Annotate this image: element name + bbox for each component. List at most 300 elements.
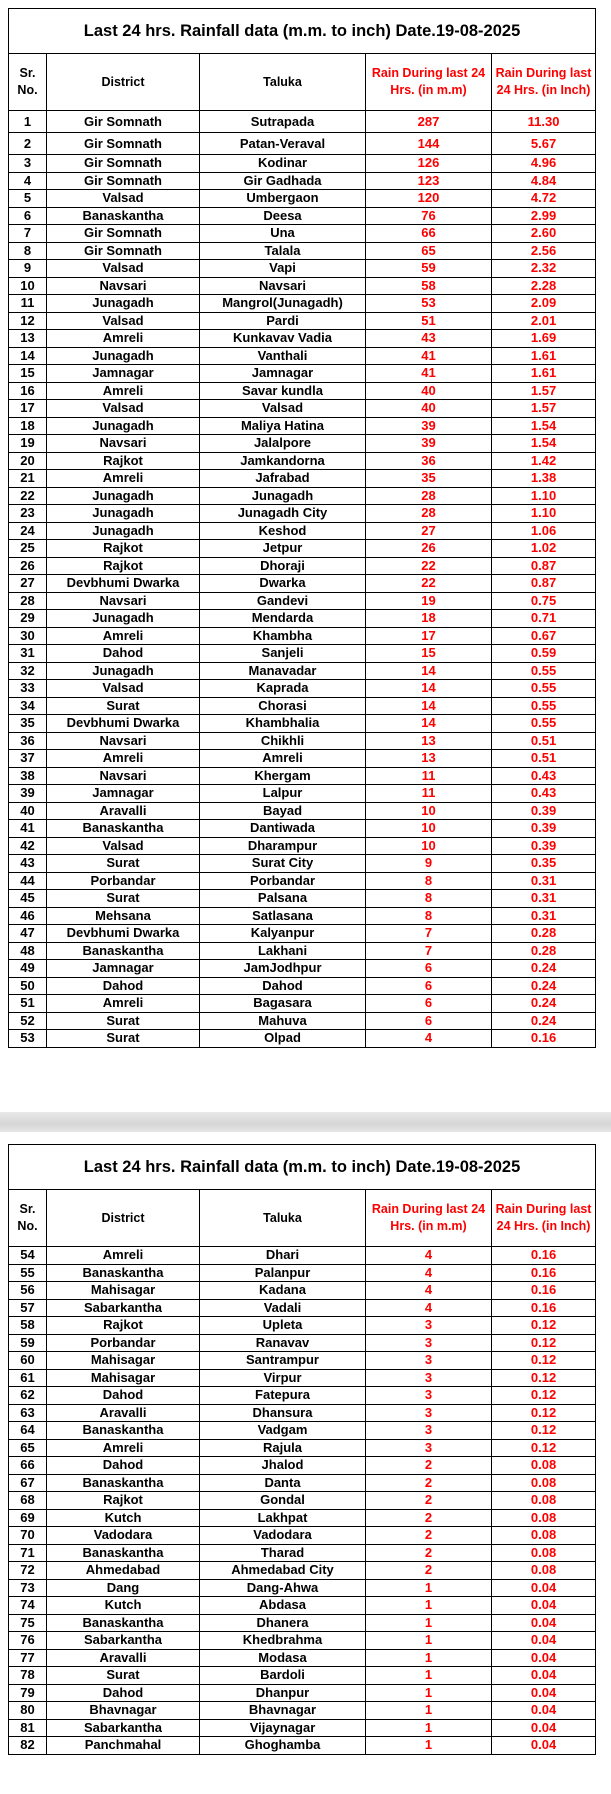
cell-taluka: Dhansura	[200, 1404, 366, 1422]
cell-district: Rajkot	[47, 557, 200, 575]
cell-taluka: Bagasara	[200, 995, 366, 1013]
cell-sr-no: 47	[9, 925, 47, 943]
cell-rain-inch: 1.42	[492, 452, 596, 470]
cell-sr-no: 55	[9, 1264, 47, 1282]
table-row	[9, 1457, 596, 1475]
cell-taluka: Chikhli	[200, 732, 366, 750]
cell-district: Ahmedabad	[47, 1562, 200, 1580]
cell-district: Valsad	[47, 190, 200, 208]
cell-rain-inch: 0.28	[492, 925, 596, 943]
cell-taluka: Rajula	[200, 1439, 366, 1457]
cell-taluka: Umbergaon	[200, 190, 366, 208]
cell-taluka: Jhalod	[200, 1457, 366, 1475]
cell-district: Jamnagar	[47, 960, 200, 978]
table-row	[9, 295, 596, 313]
cell-district: Rajkot	[47, 540, 200, 558]
cell-rain-mm: 123	[366, 172, 492, 190]
table-row	[9, 133, 596, 155]
table-row	[9, 435, 596, 453]
cell-taluka: Abdasa	[200, 1597, 366, 1615]
cell-district: Navsari	[47, 277, 200, 295]
cell-taluka: Vanthali	[200, 347, 366, 365]
table-row	[9, 1562, 596, 1580]
table-row	[9, 207, 596, 225]
cell-rain-mm: 4	[366, 1264, 492, 1282]
cell-taluka: Dhanera	[200, 1614, 366, 1632]
cell-rain-inch: 0.08	[492, 1509, 596, 1527]
cell-rain-mm: 9	[366, 855, 492, 873]
cell-sr-no: 67	[9, 1474, 47, 1492]
cell-sr-no: 53	[9, 1030, 47, 1048]
cell-taluka: Dhoraji	[200, 557, 366, 575]
cell-district: Junagadh	[47, 347, 200, 365]
table-row	[9, 645, 596, 663]
cell-district: Amreli	[47, 995, 200, 1013]
cell-rain-inch: 0.04	[492, 1719, 596, 1737]
cell-rain-mm: 1	[366, 1702, 492, 1720]
cell-sr-no: 40	[9, 802, 47, 820]
cell-rain-mm: 6	[366, 1012, 492, 1030]
cell-rain-inch: 0.12	[492, 1352, 596, 1370]
table-row	[9, 820, 596, 838]
cell-district: Rajkot	[47, 1492, 200, 1510]
table-row	[9, 925, 596, 943]
cell-district: Amreli	[47, 1439, 200, 1457]
cell-rain-mm: 65	[366, 242, 492, 260]
cell-sr-no: 26	[9, 557, 47, 575]
cell-district: Navsari	[47, 767, 200, 785]
cell-rain-mm: 2	[366, 1474, 492, 1492]
table-row	[9, 505, 596, 523]
cell-rain-mm: 7	[366, 942, 492, 960]
cell-rain-mm: 1	[366, 1684, 492, 1702]
cell-rain-mm: 4	[366, 1030, 492, 1048]
cell-sr-no: 46	[9, 907, 47, 925]
cell-district: Dahod	[47, 1457, 200, 1475]
cell-rain-mm: 1	[366, 1632, 492, 1650]
cell-district: Banaskantha	[47, 1544, 200, 1562]
cell-taluka: Olpad	[200, 1030, 366, 1048]
cell-rain-mm: 2	[366, 1509, 492, 1527]
cell-sr-no: 29	[9, 610, 47, 628]
cell-sr-no: 77	[9, 1649, 47, 1667]
cell-sr-no: 11	[9, 295, 47, 313]
cell-rain-inch: 0.04	[492, 1649, 596, 1667]
cell-sr-no: 63	[9, 1404, 47, 1422]
cell-sr-no: 82	[9, 1737, 47, 1755]
cell-rain-inch: 0.08	[492, 1492, 596, 1510]
cell-rain-mm: 1	[366, 1579, 492, 1597]
cell-rain-mm: 58	[366, 277, 492, 295]
cell-taluka: Junagadh	[200, 487, 366, 505]
cell-taluka: Talala	[200, 242, 366, 260]
cell-taluka: Vadgam	[200, 1422, 366, 1440]
cell-sr-no: 2	[9, 133, 47, 155]
cell-district: Banaskantha	[47, 820, 200, 838]
cell-rain-mm: 40	[366, 382, 492, 400]
cell-rain-mm: 66	[366, 225, 492, 243]
cell-sr-no: 15	[9, 365, 47, 383]
cell-sr-no: 80	[9, 1702, 47, 1720]
cell-district: Junagadh	[47, 610, 200, 628]
cell-sr-no: 30	[9, 627, 47, 645]
cell-rain-mm: 10	[366, 837, 492, 855]
cell-rain-inch: 1.57	[492, 382, 596, 400]
cell-district: Surat	[47, 697, 200, 715]
cell-taluka: Sutrapada	[200, 111, 366, 133]
cell-district: Amreli	[47, 382, 200, 400]
cell-sr-no: 54	[9, 1247, 47, 1265]
cell-sr-no: 39	[9, 785, 47, 803]
table-row	[9, 1422, 596, 1440]
table-row	[9, 1352, 596, 1370]
cell-sr-no: 49	[9, 960, 47, 978]
cell-rain-inch: 0.55	[492, 662, 596, 680]
table-row	[9, 111, 596, 133]
cell-rain-mm: 126	[366, 155, 492, 173]
cell-taluka: Khedbrahma	[200, 1632, 366, 1650]
cell-rain-mm: 28	[366, 487, 492, 505]
cell-district: Junagadh	[47, 417, 200, 435]
cell-rain-mm: 8	[366, 907, 492, 925]
cell-taluka: Keshod	[200, 522, 366, 540]
cell-rain-inch: 1.10	[492, 505, 596, 523]
cell-taluka: Una	[200, 225, 366, 243]
cell-sr-no: 75	[9, 1614, 47, 1632]
cell-rain-mm: 10	[366, 820, 492, 838]
table-row	[9, 312, 596, 330]
cell-rain-mm: 1	[366, 1614, 492, 1632]
cell-taluka: Chorasi	[200, 697, 366, 715]
cell-district: Sabarkantha	[47, 1632, 200, 1650]
cell-rain-inch: 0.04	[492, 1632, 596, 1650]
cell-rain-mm: 4	[366, 1299, 492, 1317]
cell-sr-no: 17	[9, 400, 47, 418]
header-rain-mm: Rain During last 24 Hrs. (in m.m)	[366, 1190, 492, 1247]
table-row	[9, 1579, 596, 1597]
cell-sr-no: 31	[9, 645, 47, 663]
cell-sr-no: 13	[9, 330, 47, 348]
cell-sr-no: 68	[9, 1492, 47, 1510]
cell-district: Rajkot	[47, 452, 200, 470]
cell-taluka: Patan-Veraval	[200, 133, 366, 155]
cell-rain-inch: 0.08	[492, 1457, 596, 1475]
table-row	[9, 190, 596, 208]
cell-district: Amreli	[47, 330, 200, 348]
cell-rain-mm: 2	[366, 1457, 492, 1475]
cell-district: Dang	[47, 1579, 200, 1597]
table-row	[9, 942, 596, 960]
cell-district: Navsari	[47, 732, 200, 750]
table-row	[9, 960, 596, 978]
cell-district: Amreli	[47, 470, 200, 488]
cell-district: Banaskantha	[47, 942, 200, 960]
cell-taluka: Modasa	[200, 1649, 366, 1667]
cell-taluka: Kunkavav Vadia	[200, 330, 366, 348]
cell-district: Kutch	[47, 1597, 200, 1615]
cell-sr-no: 43	[9, 855, 47, 873]
cell-taluka: Bardoli	[200, 1667, 366, 1685]
cell-rain-mm: 39	[366, 417, 492, 435]
cell-rain-inch: 0.04	[492, 1702, 596, 1720]
cell-rain-mm: 14	[366, 715, 492, 733]
cell-taluka: Savar kundla	[200, 382, 366, 400]
cell-district: Devbhumi Dwarka	[47, 575, 200, 593]
cell-rain-mm: 59	[366, 260, 492, 278]
cell-district: Mahisagar	[47, 1352, 200, 1370]
table-row	[9, 1719, 596, 1737]
cell-taluka: Tharad	[200, 1544, 366, 1562]
cell-taluka: Virpur	[200, 1369, 366, 1387]
table-row	[9, 1404, 596, 1422]
cell-district: Devbhumi Dwarka	[47, 925, 200, 943]
cell-rain-mm: 13	[366, 732, 492, 750]
cell-sr-no: 14	[9, 347, 47, 365]
cell-rain-inch: 1.02	[492, 540, 596, 558]
cell-sr-no: 58	[9, 1317, 47, 1335]
cell-rain-inch: 4.96	[492, 155, 596, 173]
table-row	[9, 1334, 596, 1352]
cell-rain-inch: 1.57	[492, 400, 596, 418]
cell-taluka: Sanjeli	[200, 645, 366, 663]
cell-taluka: Maliya Hatina	[200, 417, 366, 435]
cell-taluka: Ahmedabad City	[200, 1562, 366, 1580]
cell-taluka: Vapi	[200, 260, 366, 278]
cell-rain-inch: 0.08	[492, 1527, 596, 1545]
cell-sr-no: 66	[9, 1457, 47, 1475]
cell-rain-mm: 51	[366, 312, 492, 330]
cell-rain-mm: 1	[366, 1719, 492, 1737]
cell-district: Surat	[47, 1667, 200, 1685]
cell-rain-mm: 14	[366, 697, 492, 715]
table-row	[9, 1030, 596, 1048]
cell-district: Junagadh	[47, 662, 200, 680]
table-row	[9, 400, 596, 418]
table-row	[9, 365, 596, 383]
cell-district: Junagadh	[47, 487, 200, 505]
header-rain-inch: Rain During last 24 Hrs. (in Inch)	[492, 54, 596, 111]
cell-taluka: Kadana	[200, 1282, 366, 1300]
table-row	[9, 592, 596, 610]
table-row	[9, 662, 596, 680]
cell-sr-no: 44	[9, 872, 47, 890]
cell-rain-mm: 15	[366, 645, 492, 663]
cell-district: Valsad	[47, 400, 200, 418]
table-row	[9, 627, 596, 645]
table-row	[9, 1299, 596, 1317]
cell-rain-inch: 0.55	[492, 697, 596, 715]
table-row	[9, 1509, 596, 1527]
cell-taluka: Jafrabad	[200, 470, 366, 488]
header-district: District	[47, 54, 200, 111]
cell-sr-no: 76	[9, 1632, 47, 1650]
cell-taluka: Fatepura	[200, 1387, 366, 1405]
cell-rain-mm: 4	[366, 1282, 492, 1300]
cell-district: Sabarkantha	[47, 1299, 200, 1317]
cell-taluka: Navsari	[200, 277, 366, 295]
table-row	[9, 1264, 596, 1282]
table-row	[9, 715, 596, 733]
cell-rain-mm: 3	[366, 1369, 492, 1387]
cell-sr-no: 27	[9, 575, 47, 593]
table-row	[9, 750, 596, 768]
cell-district: Surat	[47, 855, 200, 873]
table-row	[9, 732, 596, 750]
header-taluka: Taluka	[200, 54, 366, 111]
cell-district: Gir Somnath	[47, 172, 200, 190]
rainfall-table-1	[8, 8, 596, 1048]
cell-sr-no: 23	[9, 505, 47, 523]
cell-rain-inch: 1.06	[492, 522, 596, 540]
cell-rain-inch: 0.35	[492, 855, 596, 873]
cell-taluka: Jalalpore	[200, 435, 366, 453]
cell-district: Junagadh	[47, 522, 200, 540]
cell-district: Jamnagar	[47, 365, 200, 383]
cell-sr-no: 20	[9, 452, 47, 470]
cell-rain-inch: 0.31	[492, 907, 596, 925]
cell-rain-mm: 2	[366, 1544, 492, 1562]
cell-rain-mm: 14	[366, 680, 492, 698]
cell-rain-inch: 0.59	[492, 645, 596, 663]
cell-sr-no: 36	[9, 732, 47, 750]
cell-sr-no: 61	[9, 1369, 47, 1387]
cell-rain-inch: 0.67	[492, 627, 596, 645]
table-row	[9, 1614, 596, 1632]
table-row	[9, 487, 596, 505]
cell-taluka: Dang-Ahwa	[200, 1579, 366, 1597]
table-row	[9, 785, 596, 803]
cell-rain-mm: 17	[366, 627, 492, 645]
cell-rain-inch: 0.04	[492, 1684, 596, 1702]
cell-rain-inch: 0.12	[492, 1387, 596, 1405]
table-row	[9, 540, 596, 558]
table-row	[9, 225, 596, 243]
cell-rain-mm: 3	[366, 1404, 492, 1422]
table-row	[9, 767, 596, 785]
cell-rain-inch: 0.16	[492, 1247, 596, 1265]
cell-taluka: Kalyanpur	[200, 925, 366, 943]
table-row	[9, 1632, 596, 1650]
cell-taluka: Kodinar	[200, 155, 366, 173]
cell-rain-mm: 22	[366, 557, 492, 575]
cell-district: Mahisagar	[47, 1282, 200, 1300]
table-row	[9, 1544, 596, 1562]
table-row	[9, 837, 596, 855]
cell-district: Gir Somnath	[47, 242, 200, 260]
cell-rain-inch: 0.24	[492, 1012, 596, 1030]
cell-district: Sabarkantha	[47, 1719, 200, 1737]
cell-district: Amreli	[47, 627, 200, 645]
cell-taluka: Kaprada	[200, 680, 366, 698]
cell-sr-no: 73	[9, 1579, 47, 1597]
header-district: District	[47, 1190, 200, 1247]
cell-sr-no: 16	[9, 382, 47, 400]
cell-rain-mm: 6	[366, 960, 492, 978]
cell-rain-inch: 4.72	[492, 190, 596, 208]
cell-district: Kutch	[47, 1509, 200, 1527]
cell-rain-mm: 7	[366, 925, 492, 943]
cell-rain-mm: 6	[366, 995, 492, 1013]
cell-sr-no: 69	[9, 1509, 47, 1527]
cell-taluka: Gandevi	[200, 592, 366, 610]
table-row	[9, 1369, 596, 1387]
cell-sr-no: 72	[9, 1562, 47, 1580]
cell-rain-inch: 0.31	[492, 872, 596, 890]
table-row	[9, 977, 596, 995]
cell-rain-inch: 0.16	[492, 1264, 596, 1282]
cell-taluka: Ghoghamba	[200, 1737, 366, 1755]
cell-sr-no: 4	[9, 172, 47, 190]
table-row	[9, 277, 596, 295]
cell-sr-no: 42	[9, 837, 47, 855]
cell-rain-mm: 41	[366, 365, 492, 383]
cell-rain-inch: 0.16	[492, 1299, 596, 1317]
cell-taluka: Vadali	[200, 1299, 366, 1317]
header-sr-no: Sr. No.	[9, 54, 47, 111]
cell-taluka: Mahuva	[200, 1012, 366, 1030]
table-row	[9, 610, 596, 628]
cell-taluka: Danta	[200, 1474, 366, 1492]
cell-sr-no: 12	[9, 312, 47, 330]
cell-district: Vadodara	[47, 1527, 200, 1545]
cell-district: Aravalli	[47, 1649, 200, 1667]
cell-sr-no: 57	[9, 1299, 47, 1317]
cell-district: Banaskantha	[47, 1474, 200, 1492]
cell-sr-no: 35	[9, 715, 47, 733]
cell-taluka: Jetpur	[200, 540, 366, 558]
rainfall-sheet-page-2	[8, 1144, 595, 1755]
cell-rain-inch: 0.31	[492, 890, 596, 908]
cell-rain-mm: 10	[366, 802, 492, 820]
cell-rain-mm: 22	[366, 575, 492, 593]
page-separator	[0, 1112, 611, 1132]
cell-taluka: Jamnagar	[200, 365, 366, 383]
cell-rain-inch: 0.04	[492, 1667, 596, 1685]
cell-district: Banaskantha	[47, 207, 200, 225]
cell-taluka: Gir Gadhada	[200, 172, 366, 190]
table-row	[9, 1282, 596, 1300]
cell-rain-inch: 4.84	[492, 172, 596, 190]
cell-rain-inch: 0.16	[492, 1282, 596, 1300]
table-row	[9, 575, 596, 593]
cell-rain-mm: 13	[366, 750, 492, 768]
cell-district: Valsad	[47, 837, 200, 855]
cell-district: Panchmahal	[47, 1737, 200, 1755]
cell-sr-no: 6	[9, 207, 47, 225]
header-rain-inch: Rain During last 24 Hrs. (in Inch)	[492, 1190, 596, 1247]
table-row	[9, 1247, 596, 1265]
rainfall-sheet-page-1	[8, 8, 595, 1048]
table-row	[9, 1492, 596, 1510]
table-row	[9, 172, 596, 190]
cell-district: Gir Somnath	[47, 155, 200, 173]
cell-district: Mahisagar	[47, 1369, 200, 1387]
cell-taluka: JamJodhpur	[200, 960, 366, 978]
cell-rain-mm: 19	[366, 592, 492, 610]
cell-rain-inch: 2.09	[492, 295, 596, 313]
header-rain-mm: Rain During last 24 Hrs. (in m.m)	[366, 54, 492, 111]
cell-taluka: Upleta	[200, 1317, 366, 1335]
cell-rain-mm: 2	[366, 1492, 492, 1510]
cell-rain-mm: 287	[366, 111, 492, 133]
cell-rain-inch: 0.12	[492, 1422, 596, 1440]
cell-taluka: Satlasana	[200, 907, 366, 925]
cell-district: Navsari	[47, 435, 200, 453]
table-row	[9, 1702, 596, 1720]
cell-sr-no: 8	[9, 242, 47, 260]
cell-rain-inch: 0.12	[492, 1404, 596, 1422]
cell-taluka: Palanpur	[200, 1264, 366, 1282]
